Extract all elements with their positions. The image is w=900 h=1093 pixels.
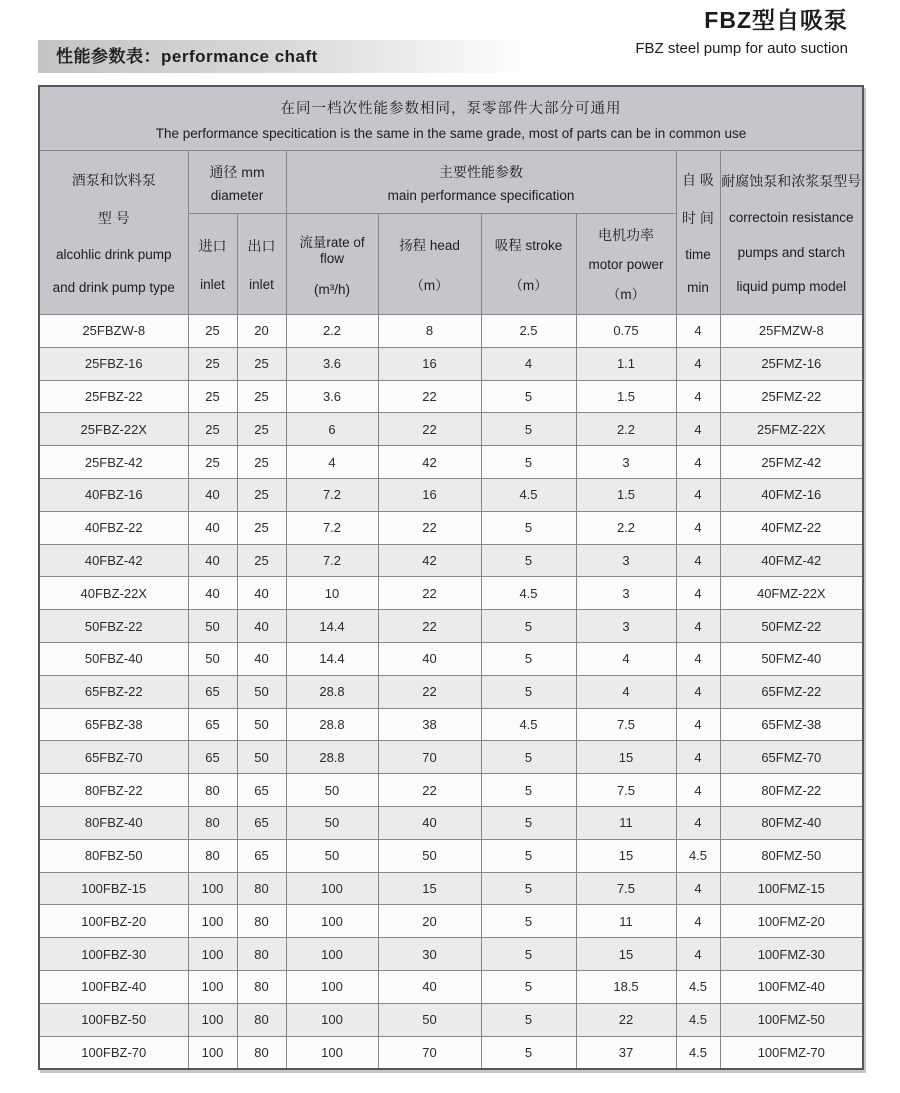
cell-fmz-model: 25FMZ-16: [720, 347, 863, 380]
table-row: [39, 315, 863, 348]
cell-flow: 28.8: [286, 708, 378, 741]
table-row: [39, 708, 863, 741]
cell-time: 4: [676, 642, 720, 675]
cell-stroke: 5: [481, 938, 576, 971]
page-header: [635, 2, 848, 57]
cell-head: 42: [378, 446, 481, 479]
table-row: [39, 1036, 863, 1069]
cell-outlet: 80: [237, 1036, 286, 1069]
cell-inlet: 100: [188, 1036, 237, 1069]
cell-stroke: 4: [481, 347, 576, 380]
cell-power: 7.5: [576, 872, 676, 905]
table-row: [39, 774, 863, 807]
cell-outlet: 80: [237, 905, 286, 938]
cell-fbz-model: 65FBZ-38: [39, 708, 188, 741]
cell-stroke: 5: [481, 511, 576, 544]
cell-flow: 100: [286, 872, 378, 905]
table-row: [39, 806, 863, 839]
cell-outlet: 65: [237, 806, 286, 839]
col-header-flow: [286, 214, 378, 315]
col-header-priming-time: [676, 151, 720, 315]
cell-inlet: 40: [188, 577, 237, 610]
cell-flow: 100: [286, 938, 378, 971]
cell-inlet: 25: [188, 413, 237, 446]
cell-outlet: 40: [237, 610, 286, 643]
cell-stroke: 5: [481, 1036, 576, 1069]
cell-inlet: 40: [188, 544, 237, 577]
cell-head: 22: [378, 610, 481, 643]
cell-time: 4: [676, 446, 720, 479]
cell-stroke: 2.5: [481, 315, 576, 348]
cell-stroke: 4.5: [481, 577, 576, 610]
cell-flow: 7.2: [286, 544, 378, 577]
cell-fmz-model: 40FMZ-22X: [720, 577, 863, 610]
cell-fbz-model: 25FBZ-22X: [39, 413, 188, 446]
cell-stroke: 5: [481, 741, 576, 774]
pump-type-line: and drink pump type: [52, 280, 175, 296]
table-row: [39, 905, 863, 938]
banner-text-cn: 在同一档次性能参数相同，泵零部件大部分可通用: [280, 100, 622, 117]
cell-head: 22: [378, 413, 481, 446]
table-row: [39, 478, 863, 511]
cell-flow: 4: [286, 446, 378, 479]
cell-stroke: 5: [481, 774, 576, 807]
cell-flow: 14.4: [286, 610, 378, 643]
cell-fbz-model: 25FBZ-42: [39, 446, 188, 479]
cell-head: 8: [378, 315, 481, 348]
cell-stroke: 5: [481, 1003, 576, 1036]
cell-stroke: 5: [481, 610, 576, 643]
cell-flow: 6: [286, 413, 378, 446]
cell-outlet: 25: [237, 478, 286, 511]
cell-head: 15: [378, 872, 481, 905]
table-body: [39, 315, 863, 1069]
cell-time: 4: [676, 413, 720, 446]
time-line: time: [685, 246, 711, 262]
cell-time: 4: [676, 511, 720, 544]
cell-flow: 2.2: [286, 315, 378, 348]
cell-flow: 50: [286, 774, 378, 807]
cell-stroke: 4.5: [481, 708, 576, 741]
cell-power: 3: [576, 446, 676, 479]
cell-fbz-model: 25FBZ-16: [39, 347, 188, 380]
cell-time: 4: [676, 774, 720, 807]
cell-fmz-model: 25FMZ-42: [720, 446, 863, 479]
cell-time: 4.5: [676, 1036, 720, 1069]
cell-inlet: 100: [188, 905, 237, 938]
table-row: [39, 839, 863, 872]
cell-fmz-model: 25FMZ-22: [720, 380, 863, 413]
cell-inlet: 100: [188, 970, 237, 1003]
cell-fmz-model: 40FMZ-16: [720, 478, 863, 511]
table-row: [39, 970, 863, 1003]
power-unit: （m）: [606, 286, 646, 302]
cell-head: 40: [378, 642, 481, 675]
cell-fmz-model: 100FMZ-40: [720, 970, 863, 1003]
table-row: [39, 446, 863, 479]
section-label-text: 性能参数表：performance chaft: [56, 47, 318, 66]
cell-power: 7.5: [576, 708, 676, 741]
cell-head: 42: [378, 544, 481, 577]
cell-power: 11: [576, 806, 676, 839]
cell-fmz-model: 100FMZ-20: [720, 905, 863, 938]
flow-unit: (m³/h): [314, 282, 350, 298]
cell-fmz-model: 40FMZ-42: [720, 544, 863, 577]
table-row: [39, 347, 863, 380]
cell-inlet: 25: [188, 315, 237, 348]
time-line: 自 吸: [682, 171, 714, 188]
cell-time: 4: [676, 347, 720, 380]
cell-fbz-model: 100FBZ-15: [39, 872, 188, 905]
cell-stroke: 5: [481, 872, 576, 905]
cell-fbz-model: 100FBZ-20: [39, 905, 188, 938]
cell-time: 4: [676, 675, 720, 708]
pump-type-line: 型 号: [97, 210, 130, 227]
cell-power: 2.2: [576, 413, 676, 446]
cell-fbz-model: 100FBZ-40: [39, 970, 188, 1003]
cell-flow: 7.2: [286, 511, 378, 544]
cell-fmz-model: 25FMZW-8: [720, 315, 863, 348]
cell-inlet: 65: [188, 708, 237, 741]
pump-type-line: alcohlic drink pump: [55, 246, 172, 262]
table-row: [39, 511, 863, 544]
cell-inlet: 50: [188, 610, 237, 643]
cell-stroke: 5: [481, 413, 576, 446]
cell-fbz-model: 40FBZ-22X: [39, 577, 188, 610]
cell-flow: 7.2: [286, 478, 378, 511]
cell-head: 50: [378, 1003, 481, 1036]
corrosion-line: pumps and starch: [737, 244, 845, 260]
cell-inlet: 80: [188, 839, 237, 872]
cell-fbz-model: 25FBZ-22: [39, 380, 188, 413]
table-row: [39, 413, 863, 446]
table-banner: [39, 86, 863, 151]
cell-inlet: 25: [188, 380, 237, 413]
cell-outlet: 40: [237, 642, 286, 675]
cell-stroke: 5: [481, 905, 576, 938]
cell-fbz-model: 65FBZ-22: [39, 675, 188, 708]
cell-power: 1.5: [576, 478, 676, 511]
banner-row: [39, 86, 863, 151]
cell-outlet: 25: [237, 511, 286, 544]
main-group-cn: 主要性能参数: [439, 163, 523, 180]
cell-stroke: 5: [481, 544, 576, 577]
cell-power: 4: [576, 675, 676, 708]
cell-time: 4.5: [676, 1003, 720, 1036]
cell-fmz-model: 40FMZ-22: [720, 511, 863, 544]
corrosion-line: correctoin resistance: [729, 210, 854, 226]
cell-inlet: 50: [188, 642, 237, 675]
cell-power: 1.1: [576, 347, 676, 380]
cell-stroke: 5: [481, 675, 576, 708]
cell-flow: 28.8: [286, 741, 378, 774]
flow-label: 流量rate of flow: [299, 234, 365, 266]
cell-outlet: 65: [237, 774, 286, 807]
cell-outlet: 50: [237, 741, 286, 774]
cell-fbz-model: 40FBZ-16: [39, 478, 188, 511]
cell-inlet: 25: [188, 446, 237, 479]
cell-inlet: 100: [188, 872, 237, 905]
cell-fmz-model: 100FMZ-30: [720, 938, 863, 971]
cell-power: 37: [576, 1036, 676, 1069]
table-row: [39, 872, 863, 905]
cell-flow: 50: [286, 839, 378, 872]
cell-time: 4: [676, 872, 720, 905]
cell-inlet: 100: [188, 938, 237, 971]
cell-fbz-model: 50FBZ-40: [39, 642, 188, 675]
cell-flow: 50: [286, 806, 378, 839]
cell-head: 16: [378, 347, 481, 380]
cell-head: 30: [378, 938, 481, 971]
page-subtitle: FBZ steel pump for auto suction: [635, 40, 848, 57]
page-title: FBZ型自吸泵: [704, 7, 848, 33]
cell-time: 4: [676, 708, 720, 741]
cell-stroke: 5: [481, 839, 576, 872]
cell-outlet: 80: [237, 1003, 286, 1036]
table-row: [39, 1003, 863, 1036]
head-unit: （m）: [410, 278, 449, 293]
cell-inlet: 80: [188, 774, 237, 807]
cell-flow: 100: [286, 905, 378, 938]
head-label: 扬程 head: [399, 238, 460, 253]
cell-head: 20: [378, 905, 481, 938]
col-header-head: [378, 214, 481, 315]
cell-time: 4: [676, 610, 720, 643]
cell-outlet: 50: [237, 675, 286, 708]
cell-fbz-model: 25FBZW-8: [39, 315, 188, 348]
cell-head: 22: [378, 577, 481, 610]
cell-fmz-model: 50FMZ-22: [720, 610, 863, 643]
power-cn: 电机功率: [598, 227, 654, 244]
cell-time: 4.5: [676, 970, 720, 1003]
table-row: [39, 577, 863, 610]
cell-inlet: 25: [188, 347, 237, 380]
outlet-cn: 出口: [247, 237, 276, 254]
cell-head: 38: [378, 708, 481, 741]
cell-fmz-model: 100FMZ-15: [720, 872, 863, 905]
table-row: [39, 610, 863, 643]
diameter-group-cn: 通径 mm: [209, 163, 265, 180]
inlet-en: inlet: [200, 277, 225, 293]
diameter-group-en: diameter: [210, 187, 264, 203]
cell-outlet: 50: [237, 708, 286, 741]
cell-time: 4: [676, 544, 720, 577]
cell-power: 22: [576, 1003, 676, 1036]
cell-outlet: 80: [237, 970, 286, 1003]
cell-flow: 3.6: [286, 347, 378, 380]
banner-text-en: The performance specitication is the same in the same grade, most of parts can be in common use: [155, 125, 747, 141]
cell-flow: 10: [286, 577, 378, 610]
cell-fmz-model: 65FMZ-22: [720, 675, 863, 708]
table-row: [39, 642, 863, 675]
cell-stroke: 5: [481, 380, 576, 413]
col-header-inlet: [188, 214, 237, 315]
col-group-diameter: [188, 151, 286, 214]
cell-time: 4: [676, 577, 720, 610]
cell-stroke: 5: [481, 970, 576, 1003]
cell-head: 22: [378, 675, 481, 708]
cell-head: 16: [378, 478, 481, 511]
cell-flow: 100: [286, 1036, 378, 1069]
cell-power: 3: [576, 577, 676, 610]
cell-power: 3: [576, 610, 676, 643]
cell-time: 4: [676, 905, 720, 938]
cell-stroke: 5: [481, 446, 576, 479]
cell-fmz-model: 80FMZ-22: [720, 774, 863, 807]
cell-outlet: 25: [237, 413, 286, 446]
cell-head: 40: [378, 806, 481, 839]
cell-head: 70: [378, 741, 481, 774]
cell-fbz-model: 40FBZ-22: [39, 511, 188, 544]
outlet-en: inlet: [249, 277, 274, 293]
cell-power: 3: [576, 544, 676, 577]
cell-flow: 3.6: [286, 380, 378, 413]
cell-flow: 100: [286, 1003, 378, 1036]
col-header-outlet: [237, 214, 286, 315]
cell-fbz-model: 50FBZ-22: [39, 610, 188, 643]
cell-outlet: 25: [237, 446, 286, 479]
cell-head: 22: [378, 380, 481, 413]
cell-fbz-model: 100FBZ-30: [39, 938, 188, 971]
corrosion-line: 耐腐蚀泵和浓浆泵型号: [721, 172, 862, 189]
cell-fbz-model: 80FBZ-50: [39, 839, 188, 872]
performance-table: [38, 85, 864, 1070]
table-row: [39, 741, 863, 774]
cell-power: 15: [576, 938, 676, 971]
cell-outlet: 25: [237, 380, 286, 413]
cell-fmz-model: 80FMZ-50: [720, 839, 863, 872]
cell-power: 1.5: [576, 380, 676, 413]
cell-outlet: 25: [237, 544, 286, 577]
table-row: [39, 380, 863, 413]
cell-power: 18.5: [576, 970, 676, 1003]
cell-power: 15: [576, 839, 676, 872]
group-header-row: [39, 151, 863, 214]
cell-flow: 28.8: [286, 675, 378, 708]
time-line: 时 间: [682, 210, 714, 227]
cell-head: 50: [378, 839, 481, 872]
cell-stroke: 5: [481, 642, 576, 675]
cell-power: 15: [576, 741, 676, 774]
cell-outlet: 80: [237, 938, 286, 971]
cell-head: 70: [378, 1036, 481, 1069]
cell-fbz-model: 100FBZ-70: [39, 1036, 188, 1069]
cell-head: 22: [378, 511, 481, 544]
cell-head: 22: [378, 774, 481, 807]
cell-fmz-model: 100FMZ-70: [720, 1036, 863, 1069]
corrosion-line: liquid pump model: [736, 279, 847, 295]
cell-stroke: 4.5: [481, 478, 576, 511]
cell-inlet: 65: [188, 675, 237, 708]
inlet-cn: 进口: [198, 237, 227, 254]
cell-inlet: 100: [188, 1003, 237, 1036]
cell-fbz-model: 65FBZ-70: [39, 741, 188, 774]
cell-fmz-model: 25FMZ-22X: [720, 413, 863, 446]
col-header-stroke: [481, 214, 576, 315]
cell-fbz-model: 100FBZ-50: [39, 1003, 188, 1036]
cell-inlet: 40: [188, 478, 237, 511]
cell-power: 11: [576, 905, 676, 938]
table-head: [39, 86, 863, 315]
cell-outlet: 65: [237, 839, 286, 872]
table-row: [39, 544, 863, 577]
col-header-pump-type: [39, 151, 188, 315]
cell-fmz-model: 80FMZ-40: [720, 806, 863, 839]
cell-fmz-model: 50FMZ-40: [720, 642, 863, 675]
cell-power: 4: [576, 642, 676, 675]
main-group-en: main performance specification: [387, 187, 575, 203]
cell-time: 4: [676, 806, 720, 839]
cell-fmz-model: 100FMZ-50: [720, 1003, 863, 1036]
cell-time: 4: [676, 380, 720, 413]
cell-inlet: 80: [188, 806, 237, 839]
cell-power: 0.75: [576, 315, 676, 348]
stroke-label: 吸程 stroke: [494, 238, 563, 253]
cell-flow: 100: [286, 970, 378, 1003]
section-label: [38, 40, 520, 73]
cell-inlet: 40: [188, 511, 237, 544]
cell-time: 4: [676, 741, 720, 774]
cell-fmz-model: 65FMZ-38: [720, 708, 863, 741]
cell-fbz-model: 40FBZ-42: [39, 544, 188, 577]
cell-time: 4: [676, 315, 720, 348]
cell-power: 2.2: [576, 511, 676, 544]
col-header-corrosion-model: [720, 151, 863, 315]
col-group-main-performance: [286, 151, 676, 214]
cell-flow: 14.4: [286, 642, 378, 675]
cell-outlet: 40: [237, 577, 286, 610]
cell-outlet: 80: [237, 872, 286, 905]
cell-time: 4: [676, 938, 720, 971]
cell-fbz-model: 80FBZ-40: [39, 806, 188, 839]
cell-inlet: 65: [188, 741, 237, 774]
cell-stroke: 5: [481, 806, 576, 839]
pump-type-line: 酒泵和饮料泵: [71, 171, 156, 188]
cell-outlet: 25: [237, 347, 286, 380]
cell-head: 40: [378, 970, 481, 1003]
time-line: min: [687, 280, 709, 296]
cell-fbz-model: 80FBZ-22: [39, 774, 188, 807]
power-en: motor power: [588, 256, 664, 272]
cell-fmz-model: 65FMZ-70: [720, 741, 863, 774]
table-row: [39, 675, 863, 708]
cell-time: 4: [676, 478, 720, 511]
table-row: [39, 938, 863, 971]
cell-power: 7.5: [576, 774, 676, 807]
cell-outlet: 20: [237, 315, 286, 348]
stroke-unit: （m）: [509, 278, 548, 293]
col-header-motor-power: [576, 214, 676, 315]
cell-time: 4.5: [676, 839, 720, 872]
